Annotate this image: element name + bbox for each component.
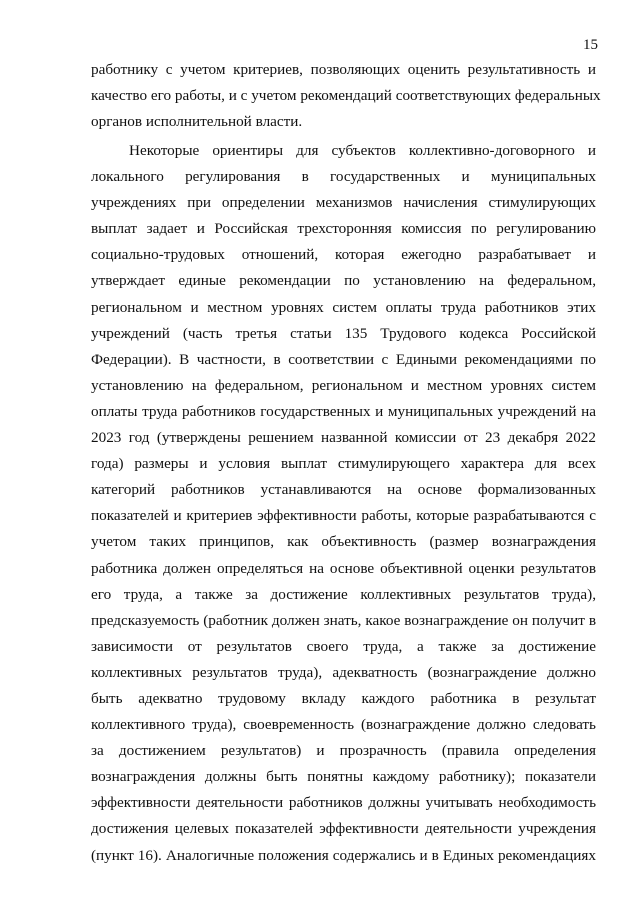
text-line: 2023 год (утверждены решением названной комиссии от 23 декабря 2022	[91, 429, 596, 447]
paragraph-1	[91, 57, 601, 135]
text-line: зависимости от результатов своего труда, а также за достижение	[91, 637, 596, 655]
text-line: предсказуемость (работник должен знать, какое вознаграждение он получит в	[91, 611, 596, 629]
paragraph-2	[91, 138, 596, 869]
text-line: показателей и критериев эффективности работы, которые разрабатываются с	[91, 507, 596, 525]
text-line: качество его работы, и с учетом рекомендаций соответствующих федеральных	[91, 87, 601, 105]
text-line: категорий работников устанавливаются на основе формализованных	[91, 481, 596, 499]
text-line: его труда, а также за достижение коллективных результатов труда),	[91, 585, 596, 603]
text-line: за достижением результатов) и прозрачность (правила определения	[91, 742, 596, 760]
text-line: эффективности деятельности работников должны учитывать необходимость	[91, 794, 596, 812]
text-line: учреждений (часть третья статьи 135 Трудового кодекса Российской	[91, 324, 596, 342]
text-line: работника должен определяться на основе объективной оценки результатов	[91, 559, 596, 577]
text-line: коллективного труда), своевременность (вознаграждение должно следовать	[91, 716, 596, 734]
text-line: работнику с учетом критериев, позволяющих оценить результативность и	[91, 61, 596, 78]
text-line: установлению на федеральном, региональном и местном уровнях систем	[91, 376, 596, 394]
text-line: быть адекватно трудовому вкладу каждого работника в результат	[91, 689, 596, 707]
page-number: 15	[583, 37, 598, 53]
text-line: выплат задает и Российская трехсторонняя комиссия по регулированию	[91, 220, 596, 238]
text-line: учетом таких принципов, как объективность (размер вознаграждения	[91, 533, 596, 551]
text-line: социально-трудовых отношений, которая ежегодно разрабатывает и	[91, 246, 596, 264]
text-line: органов исполнительной власти.	[91, 113, 303, 131]
text-line: года) размеры и условия выплат стимулирующего характера для всех	[91, 455, 596, 473]
text-line: вознаграждения должны быть понятны каждому работнику); показатели	[91, 768, 596, 786]
text-line: Федерации). В частности, в соответствии с Едиными рекомендациями по	[91, 350, 596, 368]
text-line: учреждениях при определении механизмов начисления стимулирующих	[91, 194, 596, 212]
text-line: коллективных результатов труда), адекватность (вознаграждение должно	[91, 663, 596, 681]
text-line: оплаты труда работников государственных и муниципальных учреждений на	[91, 402, 596, 420]
text-line: (пункт 16). Аналогичные положения содержались и в Единых рекомендациях	[91, 846, 596, 864]
text-line: достижения целевых показателей эффективности деятельности учреждения	[91, 820, 596, 838]
text-line: локального регулирования в государственных и муниципальных	[91, 168, 596, 186]
text-line: утверждает единые рекомендации по установлению на федеральном,	[91, 272, 596, 290]
text-line: Некоторые ориентиры для субъектов коллективно-договорного и	[129, 142, 596, 159]
text-line: региональном и местном уровнях систем оплаты труда работников этих	[91, 298, 596, 316]
